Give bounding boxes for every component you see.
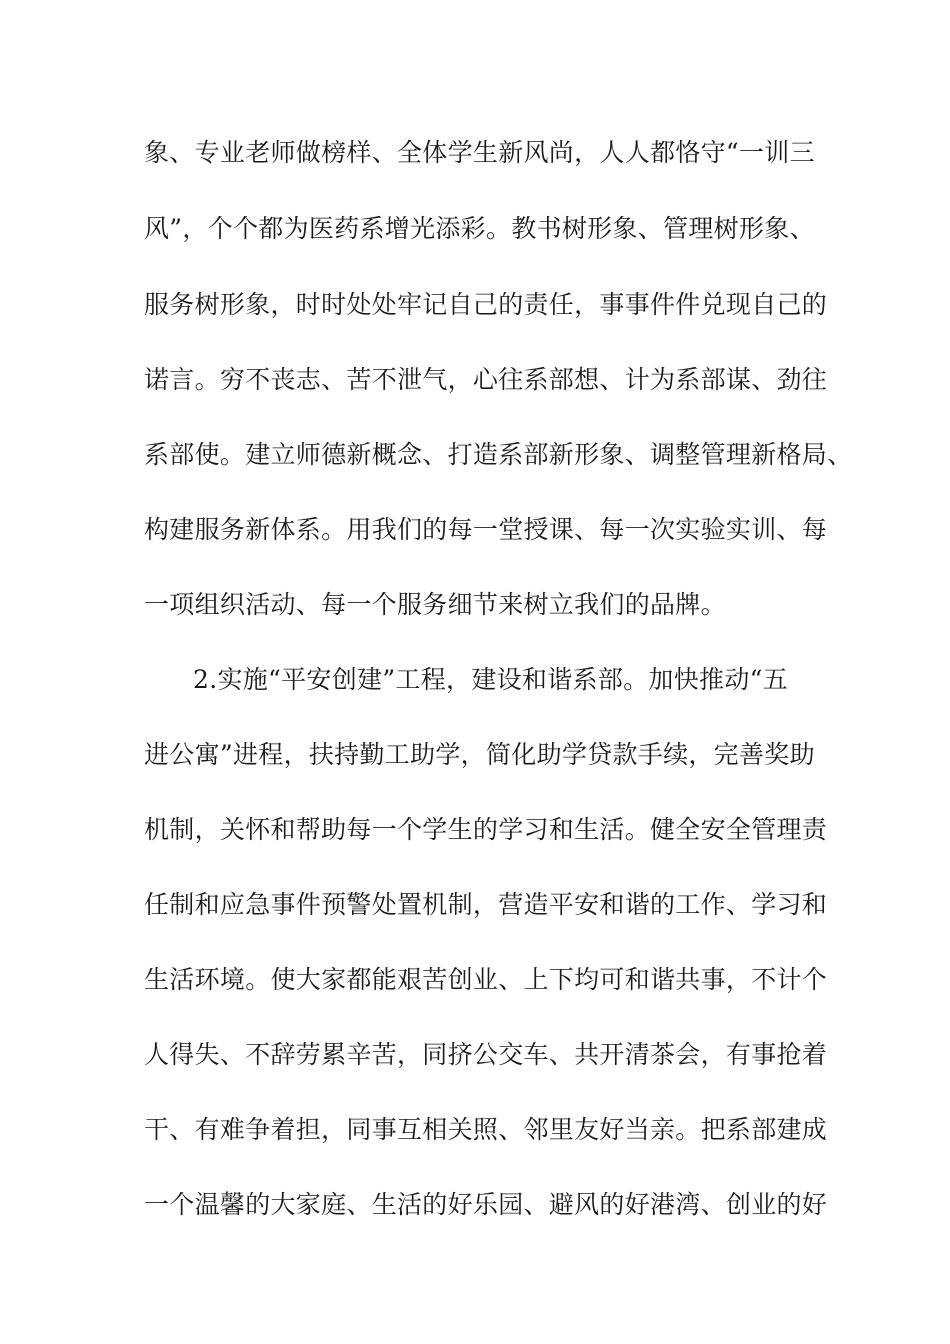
text-line: 一项组织活动、每一个服务细节来树立我们的品牌。 (144, 590, 726, 619)
paragraph-start-line: 2.实施“平安创建”工程，建设和谐系部。加快推动“五 (193, 665, 788, 694)
text-line: 服务树形象，时时处处牢记自己的责任，事事件件兑现自己的 (144, 290, 828, 319)
text-line: 风”，个个都为医药系增光添彩。教书树形象、管理树形象、 (144, 214, 815, 243)
text-line: 任制和应急事件预警处置机制，营造平安和谐的工作、学习和 (144, 890, 828, 919)
text-line: 进公寓”进程，扶持勤工助学，简化助学贷款手续，完善奖助 (144, 740, 815, 769)
text-line: 人得失、不辞劳累辛苦，同挤公交车、共开清茶会，有事抢着 (144, 1040, 828, 1069)
text-line: 机制，关怀和帮助每一个学生的学习和生活。健全安全管理责 (144, 815, 828, 844)
text-line: 系部使。建立师德新概念、打造系部新形象、调整管理新格局、 (144, 440, 853, 469)
text-line: 诺言。穷不丧志、苦不泄气，心往系部想、计为系部谋、劲往 (144, 365, 828, 394)
text-line: 一个温馨的大家庭、生活的好乐园、避风的好港湾、创业的好 (144, 1190, 828, 1219)
text-line: 生活环境。使大家都能艰苦创业、上下均可和谐共事，不计个 (144, 965, 828, 994)
text-line: 构建服务新体系。用我们的每一堂授课、每一次实验实训、每 (144, 515, 828, 544)
text-line: 干、有难争着担，同事互相关照、邻里友好当亲。把系部建成 (144, 1115, 828, 1144)
text-line: 象、专业老师做榜样、全体学生新风尚，人人都恪守“一训三 (144, 138, 815, 167)
